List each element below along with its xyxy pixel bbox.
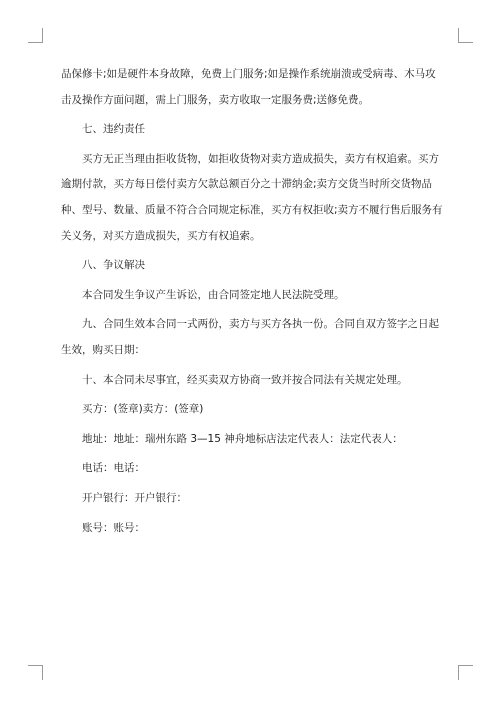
bank-line: 开户银行：开户银行： (82, 491, 187, 504)
address-line: 地址：地址：瑞州东路 3—15 神舟地标店法定代表人：法定代表人： (82, 432, 403, 445)
phone-line: 电话：电话： (82, 462, 145, 475)
signature-line: 买方：(签章)卖方：(签章) (82, 403, 204, 416)
paragraph-dispute-resolution: 本合同发生争议产生诉讼，由合同签定地人民法院受理。 (82, 288, 345, 301)
crop-mark-top-right (458, 28, 473, 43)
paragraph-breach-liability: 买方无正当理由拒收货物，如拒收货物对卖方造成损失，卖方有权追索。买方逾期付款，买方每日偿付卖方欠款总额百分之十滞纳金;卖方交货当时所交货物品种、型号、数量、质量不符合合同规定标准，买方有权拒收;卖方不履行售后服务有关义务，对买方造成损失，买方有权追索。 (61, 152, 443, 242)
paragraph-effectiveness: 九、合同生效本合同一式两份，卖方与买方各执一份。合同自双方签字之日起生效，购买日期： (61, 318, 439, 356)
crop-mark-bottom-left (28, 665, 43, 680)
paragraph-warranty-continued: 品保修卡;如是硬件本身故障，免费上门服务;如是操作系统崩溃或受病毒、木马攻击及操作方面问题，需上门服务，卖方收取一定服务费;送修免费。 (61, 68, 436, 106)
document-body (61, 62, 443, 545)
crop-mark-top-left (28, 28, 43, 43)
section-heading-dispute: 八、争议解决 (82, 259, 145, 272)
section-heading-breach: 七、违约责任 (82, 123, 145, 136)
crop-mark-bottom-right (458, 665, 473, 680)
paragraph-miscellaneous: 十、本合同未尽事宜，经买卖双方协商一致并按合同法有关规定处理。 (82, 373, 408, 386)
account-line: 账号：账号： (82, 521, 145, 534)
